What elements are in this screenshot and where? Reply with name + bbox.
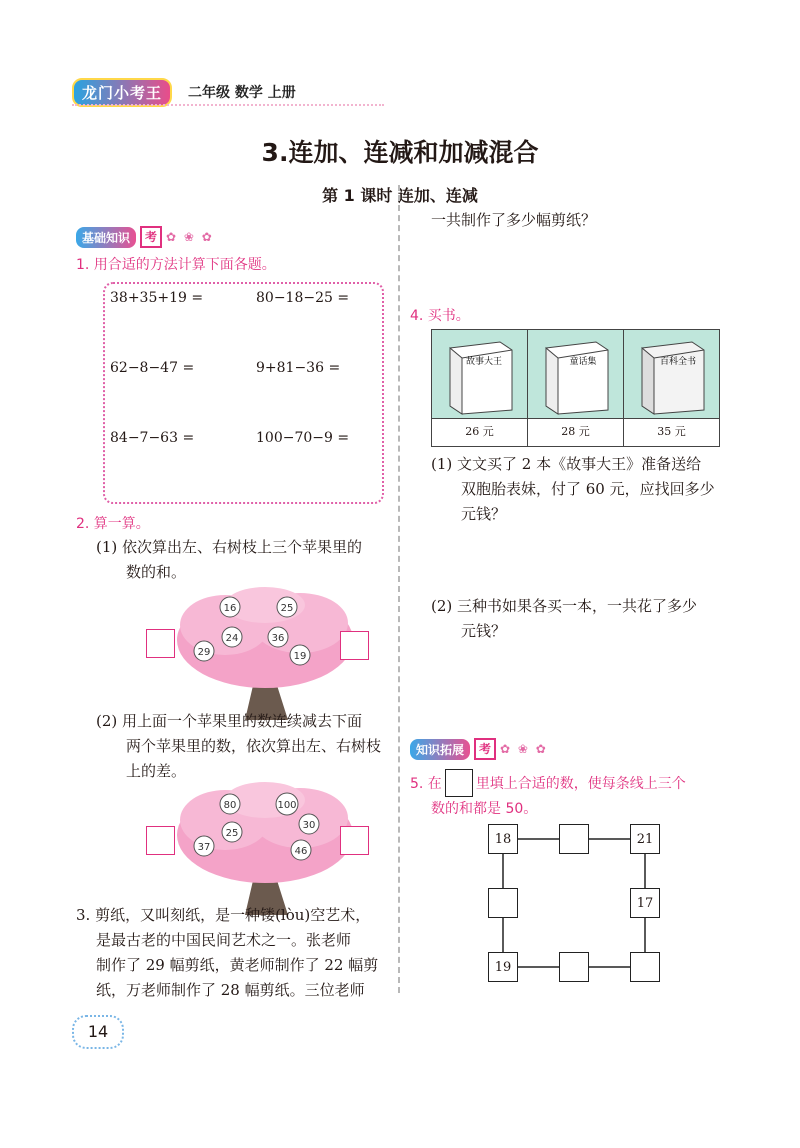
question-2-part-1-line: (1) 依次算出左、右树枝上三个苹果里的 bbox=[96, 538, 363, 556]
calc-item: 9+81−36 = bbox=[256, 360, 341, 376]
apple-tree-2 bbox=[170, 780, 360, 915]
question-3-line: 3. 剪纸，又叫刻纸，是一种镂(lòu)空艺术， bbox=[76, 906, 371, 924]
book-cell bbox=[528, 330, 624, 446]
grid-cell-top-right: 21 bbox=[630, 824, 660, 854]
apple-number: 46 bbox=[294, 846, 308, 857]
book-image bbox=[624, 330, 719, 419]
header-divider bbox=[72, 104, 384, 106]
question-4-title: 4. 买书。 bbox=[410, 308, 470, 324]
calc-item: 84−7−63 = bbox=[110, 430, 195, 446]
apple-number: 100 bbox=[277, 800, 297, 811]
book-price: 35 元 bbox=[657, 425, 686, 438]
question-3-line: 制作了 29 幅剪纸，黄老师制作了 22 幅剪 bbox=[96, 956, 379, 974]
chapter-title: 3.连加、连减和加减混合 bbox=[261, 138, 539, 167]
question-3-line: 是最古老的中国民间艺术之一。张老师 bbox=[96, 931, 352, 949]
butterfly-icon: ✿ ❀ ✿ bbox=[500, 742, 548, 756]
right-sum-answer-box[interactable] bbox=[340, 631, 369, 660]
calc-item: 38+35+19 = bbox=[110, 290, 204, 306]
apple-number: 16 bbox=[223, 603, 237, 614]
grid-blank-left-middle[interactable] bbox=[488, 888, 518, 918]
exam-icon: 考 bbox=[140, 226, 162, 248]
question-3-line: 一共制作了多少幅剪纸？ bbox=[431, 211, 597, 229]
grid-blank-top-middle[interactable] bbox=[559, 824, 589, 854]
question-4-part-1-line: 元钱？ bbox=[461, 505, 507, 523]
question-4-part-1-line: 双胞胎表妹，付了 60 元，应找回多少 bbox=[461, 480, 715, 498]
apple-tree-1 bbox=[170, 585, 360, 720]
exam-icon: 考 bbox=[474, 738, 496, 760]
book-title: 故事大王 bbox=[465, 357, 503, 367]
lesson-title: 第 1 课时 连加、连减 bbox=[322, 186, 478, 205]
question-5-text: 5. 在 bbox=[410, 776, 442, 792]
page-number: 14 bbox=[72, 1015, 124, 1049]
calculation-box bbox=[103, 282, 384, 504]
question-2-part-2-line: (2) 用上面一个苹果里的数连续减去下面 bbox=[96, 712, 363, 730]
book-image bbox=[528, 330, 623, 419]
basic-knowledge-header bbox=[76, 226, 214, 248]
grid-cell-top-left: 18 bbox=[488, 824, 518, 854]
book-cell bbox=[432, 330, 528, 446]
right-difference-answer-box[interactable] bbox=[340, 826, 369, 855]
apple-number: 80 bbox=[223, 800, 237, 811]
question-5-text: 数的和都是 50。 bbox=[431, 801, 538, 817]
apple-number: 25 bbox=[280, 603, 294, 614]
calc-item: 100−70−9 = bbox=[256, 430, 350, 446]
book-title: 百科全书 bbox=[659, 357, 697, 367]
question-3-line: 纸，万老师制作了 28 幅剪纸。三位老师 bbox=[96, 981, 365, 999]
grade-subject-label: 二年级 数学 上册 bbox=[188, 85, 296, 101]
question-2-part-1-line: 数的和。 bbox=[126, 563, 187, 581]
blank-box-icon bbox=[445, 769, 473, 797]
book-image bbox=[432, 330, 527, 419]
calc-item: 62−8−47 = bbox=[110, 360, 195, 376]
question-4-part-2-line: (2) 三种书如果各买一本，一共花了多少 bbox=[431, 597, 698, 615]
apple-number: 36 bbox=[271, 633, 285, 644]
grid-cell-bottom-left: 19 bbox=[488, 952, 518, 982]
apple-number: 25 bbox=[225, 828, 239, 839]
knowledge-expansion-badge: 知识拓展 bbox=[410, 739, 470, 760]
calc-item: 80−18−25 = bbox=[256, 290, 350, 306]
grid-blank-bottom-right[interactable] bbox=[630, 952, 660, 982]
apple-number: 19 bbox=[293, 651, 307, 662]
apple-number: 29 bbox=[197, 647, 211, 658]
butterfly-icon: ✿ ❀ ✿ bbox=[166, 230, 214, 244]
basic-knowledge-badge: 基础知识 bbox=[76, 227, 136, 248]
question-1-title: 1. 用合适的方法计算下面各题。 bbox=[76, 257, 276, 273]
book-title: 童话集 bbox=[569, 357, 597, 367]
question-2-title: 2. 算一算。 bbox=[76, 516, 150, 532]
book-price-table bbox=[431, 329, 720, 447]
book-brand bbox=[72, 80, 296, 104]
series-logo: 龙门小考王 bbox=[72, 78, 172, 107]
apple-number: 37 bbox=[197, 842, 211, 853]
grid-blank-bottom-middle[interactable] bbox=[559, 952, 589, 982]
question-5-title bbox=[410, 769, 686, 797]
column-divider bbox=[398, 185, 400, 993]
knowledge-expansion-header bbox=[410, 738, 548, 760]
question-4-part-1-line: (1) 文文买了 2 本《故事大王》准备送给 bbox=[431, 455, 702, 473]
book-price: 26 元 bbox=[465, 425, 494, 438]
grid-cell-right-middle: 17 bbox=[630, 888, 660, 918]
question-4-part-2-line: 元钱？ bbox=[461, 622, 507, 640]
book-price: 28 元 bbox=[561, 425, 590, 438]
question-2-part-2-line: 两个苹果里的数，依次算出左、右树枝 bbox=[126, 737, 382, 755]
question-2-part-2-line: 上的差。 bbox=[126, 762, 187, 780]
apple-number: 30 bbox=[302, 820, 316, 831]
book-cell bbox=[624, 330, 719, 446]
apple-number: 24 bbox=[225, 633, 239, 644]
question-5-text: 里填上合适的数，使每条线上三个 bbox=[475, 776, 686, 792]
